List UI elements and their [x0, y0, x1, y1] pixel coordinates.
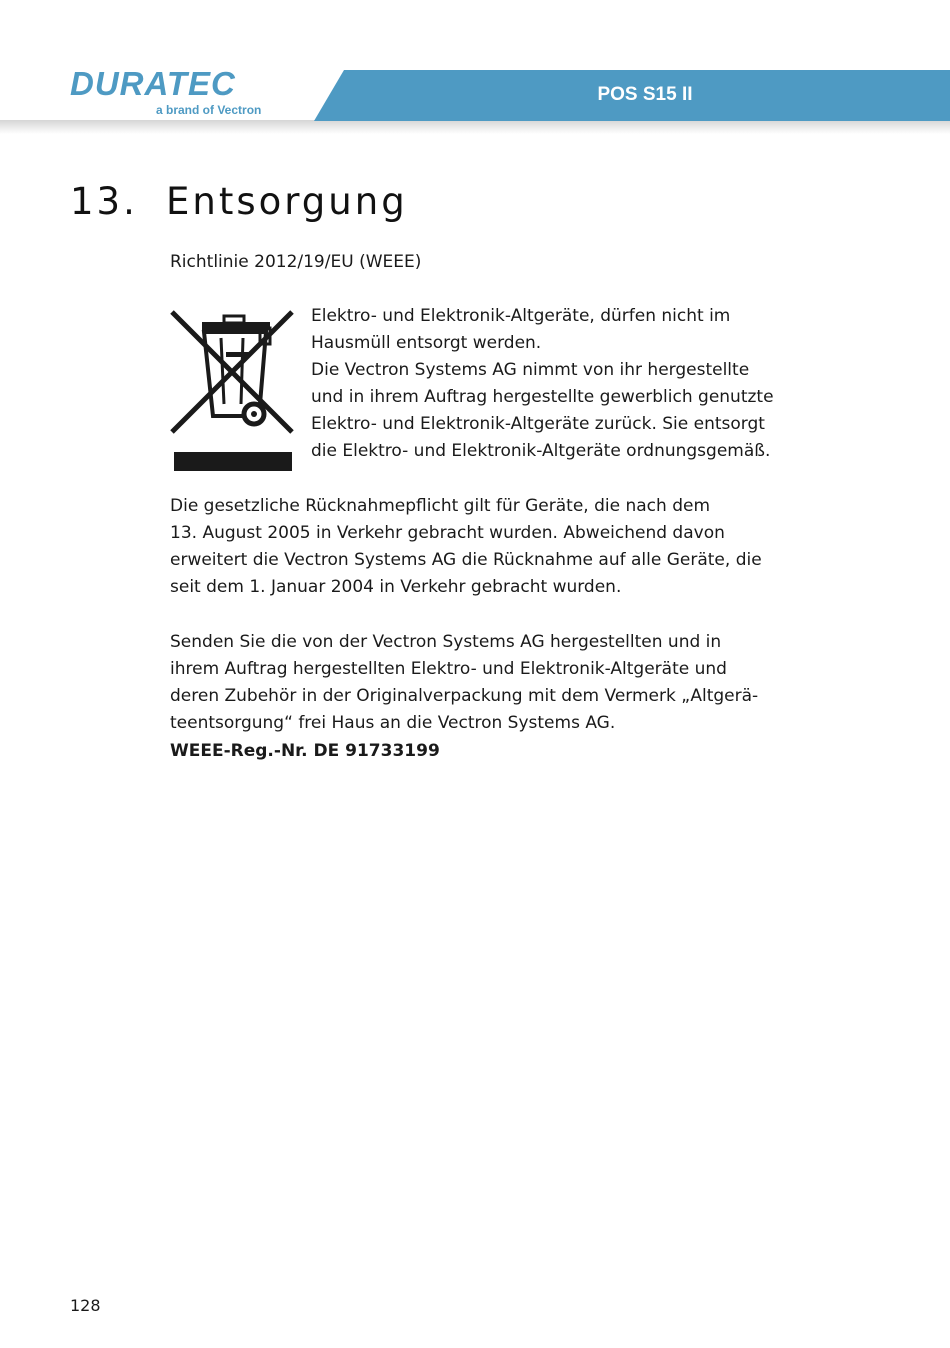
- chapter-number: 13.: [70, 180, 138, 223]
- product-name: POS S15 II: [597, 84, 693, 105]
- logo-tagline: a brand of Vectron: [156, 103, 262, 117]
- crossed-out-wheelie-bin-icon: [168, 308, 296, 473]
- page-number: 128: [70, 1296, 101, 1315]
- header-shadow: [0, 120, 950, 134]
- directive-reference: Richtlinie 2012/19/EU (WEEE): [170, 252, 422, 272]
- logo-wordmark: DURATEC: [70, 65, 236, 102]
- weee-notice: Elektro- und Elektronik-Altgeräte, dürfen nicht im Hausmüll entsorgt werden. Die Vectron Systems AG nimmt von ihr hergestellte und in ihrem Auftrag hergestellte gewerblich genutzte Elektro- und Elektronik-Altgeräte zurück. Sie entsorgt die Elektro- und Elektronik-Altgeräte ordnungsgemäß.: [311, 306, 774, 461]
- weee-registration-number: WEEE-Reg.-Nr. DE 91733199: [170, 741, 440, 761]
- page-header: [0, 0, 950, 135]
- return-instructions-paragraph: Senden Sie die von der Vectron Systems AG hergestellten und in ihrem Auftrag hergestellten Elektro- und Elektronik-Altgeräte und deren Zubehör in der Originalverpackung mit dem Vermerk „Altgerä- teentsorgung“ frei Haus an die Vectron Systems AG.: [170, 632, 759, 733]
- chapter-title: Entsorgung: [166, 180, 408, 223]
- chapter-heading: [70, 180, 408, 223]
- duratec-logo: [70, 66, 296, 122]
- take-back-obligation-paragraph: Die gesetzliche Rücknahmepflicht gilt für Geräte, die nach dem 13. August 2005 in Verkehr gebracht wurden. Abweichend davon erweitert die Vectron Systems AG die Rücknahme auf alle Geräte, die seit dem 1. Januar 2004 in Verkehr gebracht wurden.: [170, 496, 762, 597]
